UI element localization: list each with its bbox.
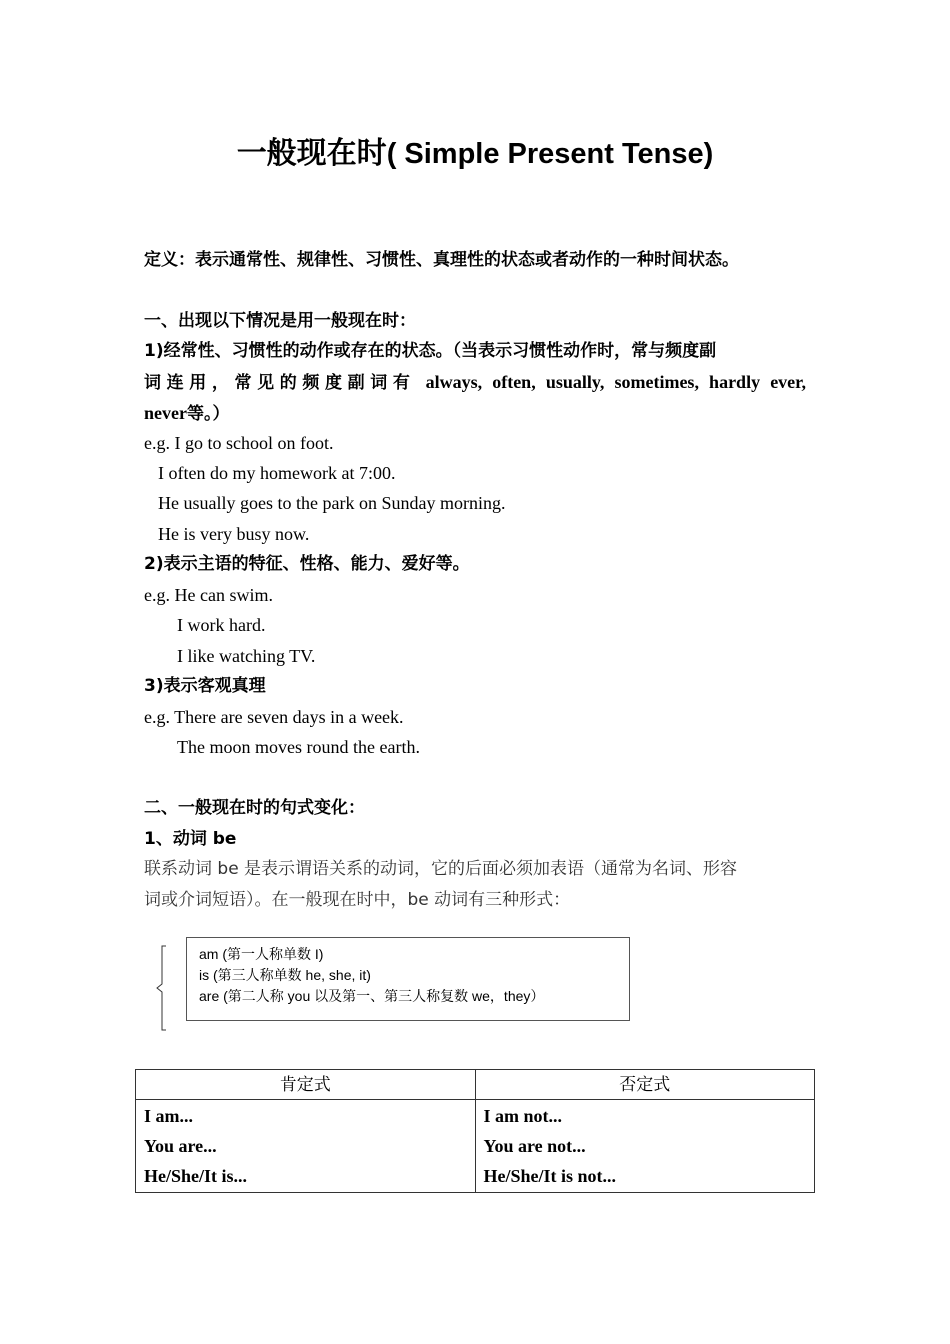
item1-never: never [144, 403, 187, 423]
be-form-is: is (第三人称单数 he, she, it) [199, 967, 371, 983]
section2-para-line2: 词或介词短语）。在一般现在时中，be 动词有三种形式： [144, 890, 571, 910]
section2-sub1: 1、动词 be [144, 829, 237, 849]
example-line: I often do my homework at 7:00. [158, 463, 396, 483]
table-row [136, 1100, 815, 1193]
affirmative-form: He/She/It is... [144, 1166, 248, 1186]
affirmative-form: You are... [144, 1136, 217, 1156]
negative-form: He/She/It is not... [483, 1166, 617, 1186]
header-negative: 否定式 [475, 1070, 815, 1100]
title-zh: 一般现在时 [236, 136, 387, 171]
example-line: e.g. I go to school on foot. [144, 433, 334, 453]
affirmative-form: I am... [144, 1106, 193, 1126]
item1-line1: 1)经常性、习惯性的动作或存在的状态。（当表示习惯性动作时，常与频度副 [144, 341, 717, 361]
header-affirmative: 肯定式 [136, 1070, 476, 1100]
item1-adverbs: always, often, usually, sometimes, hardly ever, [425, 372, 807, 392]
item1-line2 [144, 371, 806, 394]
negative-form: You are not... [483, 1136, 586, 1156]
example-line: He is very busy now. [158, 524, 310, 544]
page-title [0, 128, 950, 172]
definition-text: 定义：表示通常性、规律性、习惯性、真理性的状态或者动作的一种时间状态。 [144, 250, 739, 270]
example-line: I work hard. [177, 615, 266, 635]
negative-form: I am not... [483, 1106, 563, 1126]
section2-para-line1: 联系动词 be 是表示谓语关系的动词，它的后面必须加表语（通常为名词、形容 [144, 859, 738, 879]
be-forms-box [186, 937, 630, 1021]
item1-line2-zh: 词连用，常见的频度副词有 [144, 373, 416, 393]
section2-heading: 二、一般现在时的句式变化： [144, 798, 365, 818]
item1-line3-zh: 等。） [186, 404, 230, 424]
title-en: ( Simple Present Tense) [386, 138, 714, 170]
be-form-am: am (第一人称单数 I) [199, 946, 324, 962]
example-line: The moon moves round the earth. [177, 737, 420, 757]
be-forms-table [135, 1069, 815, 1193]
table-header-row [136, 1070, 815, 1100]
item1-line3 [144, 402, 229, 425]
be-form-are: are (第二人称 you 以及第一、第三人称复数 we，they） [199, 988, 545, 1004]
example-line: He usually goes to the park on Sunday morning. [158, 493, 506, 513]
example-line: e.g. He can swim. [144, 585, 273, 605]
item2-heading: 2)表示主语的特征、性格、能力、爱好等。 [144, 554, 470, 574]
negative-cell [475, 1100, 815, 1193]
left-brace-icon [152, 944, 172, 1032]
affirmative-cell [136, 1100, 476, 1193]
item3-heading: 3)表示客观真理 [144, 676, 266, 696]
section1-heading: 一、出现以下情况是用一般现在时： [144, 311, 416, 331]
example-line: e.g. There are seven days in a week. [144, 707, 404, 727]
example-line: I like watching TV. [177, 646, 316, 666]
